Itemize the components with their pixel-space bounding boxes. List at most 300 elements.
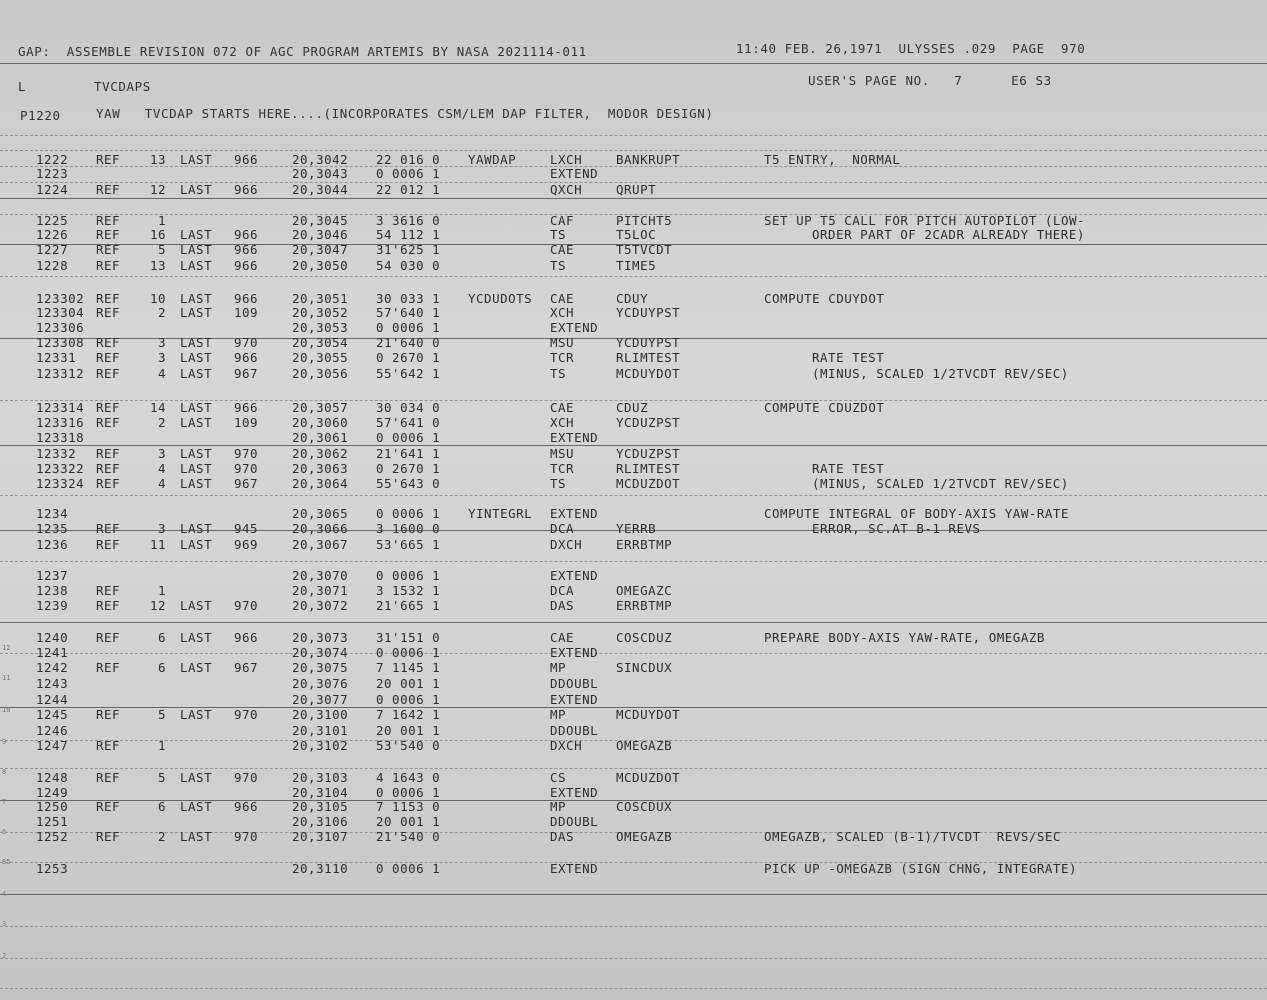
- address: 20,3044: [292, 182, 349, 197]
- address: 20,3061: [292, 430, 349, 445]
- header-l-marker: L: [18, 79, 27, 94]
- object-code: 22 016 0: [376, 152, 441, 167]
- ref-count: 1: [157, 213, 166, 228]
- last-label: LAST: [180, 350, 213, 365]
- address: 20,3107: [292, 829, 349, 844]
- object-code: 30 034 0: [376, 400, 441, 415]
- margin-mark: 3: [2, 920, 7, 928]
- last-label: LAST: [180, 305, 213, 320]
- ref-count: 3: [157, 446, 166, 461]
- opcode: DAS: [550, 598, 575, 613]
- last-label: LAST: [180, 521, 213, 536]
- object-code: 21'665 1: [376, 598, 441, 613]
- address: 20,3067: [292, 537, 349, 552]
- line-number: 1250: [36, 799, 69, 814]
- listing-row: [0, 707, 1267, 722]
- ref-count: 6: [157, 630, 166, 645]
- opcode: DCA: [550, 521, 575, 536]
- form-rule: [0, 926, 1267, 927]
- line-number: 1244: [36, 692, 69, 707]
- address: 20,3103: [292, 770, 349, 785]
- ref-count: 13: [149, 152, 166, 167]
- ref-count: 3: [157, 350, 166, 365]
- address: 20,3047: [292, 242, 349, 257]
- operand: PITCHT5: [616, 213, 673, 228]
- last-label: LAST: [180, 366, 213, 381]
- line-number: 1227: [36, 242, 69, 257]
- address: 20,3074: [292, 645, 349, 660]
- line-number: 1253: [36, 861, 69, 876]
- comment: RATE TEST: [812, 350, 885, 365]
- object-code: 31'625 1: [376, 242, 441, 257]
- ref-label: REF: [96, 350, 121, 365]
- line-number: 1235: [36, 521, 69, 536]
- ref-count: 6: [157, 660, 166, 675]
- comment: OMEGAZB, SCALED (B-1)/TVCDT REVS/SEC: [764, 829, 1061, 844]
- address: 20,3101: [292, 723, 349, 738]
- comment: COMPUTE CDUZDOT: [764, 400, 885, 415]
- address: 20,3050: [292, 258, 349, 273]
- opcode: TS: [550, 258, 567, 273]
- ref-count: 13: [149, 258, 166, 273]
- opcode: EXTEND: [550, 320, 599, 335]
- operand: CDUZ: [616, 400, 649, 415]
- ref-label: REF: [96, 415, 121, 430]
- last-page: 969: [234, 537, 259, 552]
- last-label: LAST: [180, 415, 213, 430]
- yaw-header-text: YAW TVCDAP STARTS HERE....(INCORPORATES CSM/LEM DAP FILTER, MODOR DESIGN): [96, 106, 714, 121]
- line-number: 1241: [36, 645, 69, 660]
- listing-row: [0, 291, 1267, 306]
- object-code: 7 1642 1: [376, 707, 441, 722]
- last-label: LAST: [180, 461, 213, 476]
- margin-mark: 11: [2, 674, 11, 682]
- operand: RLIMTEST: [616, 350, 681, 365]
- operand: YCDUZPST: [616, 415, 681, 430]
- operand: TIME5: [616, 258, 657, 273]
- ref-label: REF: [96, 213, 121, 228]
- ref-label: REF: [96, 583, 121, 598]
- comment: RATE TEST: [812, 461, 885, 476]
- ref-label: REF: [96, 537, 121, 552]
- ref-label: REF: [96, 461, 121, 476]
- object-code: 57'641 0: [376, 415, 441, 430]
- address: 20,3075: [292, 660, 349, 675]
- form-rule: [0, 150, 1267, 151]
- operand: YCDUYPST: [616, 305, 681, 320]
- ref-label: REF: [96, 630, 121, 645]
- ref-label: REF: [96, 738, 121, 753]
- object-code: 0 0006 1: [376, 320, 441, 335]
- line-number: 1248: [36, 770, 69, 785]
- address: 20,3054: [292, 335, 349, 350]
- comment: PICK UP -OMEGAZB (SIGN CHNG, INTEGRATE): [764, 861, 1077, 876]
- last-label: LAST: [180, 152, 213, 167]
- margin-mark: 9: [2, 738, 7, 746]
- listing-row: [0, 446, 1267, 461]
- form-rule: [0, 958, 1267, 959]
- ref-count: 4: [157, 476, 166, 491]
- listing-row: [0, 461, 1267, 476]
- ref-label: REF: [96, 770, 121, 785]
- last-page: 966: [234, 799, 259, 814]
- object-code: 21'641 1: [376, 446, 441, 461]
- operand: OMEGAZB: [616, 738, 673, 753]
- opcode: XCH: [550, 305, 575, 320]
- ref-count: 11: [149, 537, 166, 552]
- opcode: TCR: [550, 350, 575, 365]
- opcode: EXTEND: [550, 166, 599, 181]
- listing-row: [0, 692, 1267, 707]
- listing-row: [0, 814, 1267, 829]
- form-rule: [0, 768, 1267, 769]
- object-code: 22 012 1: [376, 182, 441, 197]
- operand: COSCDUZ: [616, 630, 673, 645]
- ref-count: 12: [149, 598, 166, 613]
- line-number: 1242: [36, 660, 69, 675]
- last-label: LAST: [180, 182, 213, 197]
- ref-label: REF: [96, 335, 121, 350]
- line-number: 1240: [36, 630, 69, 645]
- address: 20,3105: [292, 799, 349, 814]
- address: 20,3053: [292, 320, 349, 335]
- line-number: 123324: [36, 476, 85, 491]
- last-page: 970: [234, 707, 259, 722]
- address: 20,3073: [292, 630, 349, 645]
- listing-row: [0, 568, 1267, 583]
- object-code: 30 033 1: [376, 291, 441, 306]
- listing-row: [0, 676, 1267, 691]
- opcode: DDOUBL: [550, 723, 599, 738]
- opcode: EXTEND: [550, 785, 599, 800]
- operand: ERRBTMP: [616, 537, 673, 552]
- last-page: 967: [234, 366, 259, 381]
- listing-row: [0, 213, 1267, 228]
- operand: MCDUZDOT: [616, 770, 681, 785]
- opcode: CAF: [550, 213, 575, 228]
- listing-row: [0, 258, 1267, 273]
- line-number: 123322: [36, 461, 85, 476]
- line-number: 1237: [36, 568, 69, 583]
- ref-count: 5: [157, 707, 166, 722]
- listing-row: [0, 166, 1267, 181]
- listing-row: [0, 829, 1267, 844]
- object-code: 0 2670 1: [376, 461, 441, 476]
- listing-row: [0, 350, 1267, 365]
- last-label: LAST: [180, 400, 213, 415]
- opcode: MP: [550, 660, 567, 675]
- address: 20,3106: [292, 814, 349, 829]
- margin-mark: 4: [2, 890, 7, 898]
- last-page: 970: [234, 598, 259, 613]
- last-label: LAST: [180, 829, 213, 844]
- line-number: 1223: [36, 166, 69, 181]
- listing-row: [0, 770, 1267, 785]
- ref-label: REF: [96, 446, 121, 461]
- ref-label: REF: [96, 598, 121, 613]
- last-label: LAST: [180, 291, 213, 306]
- object-code: 0 0006 1: [376, 861, 441, 876]
- last-page: 970: [234, 446, 259, 461]
- object-code: 55'642 1: [376, 366, 441, 381]
- ref-label: REF: [96, 707, 121, 722]
- operand: YCDUYPST: [616, 335, 681, 350]
- comment: PREPARE BODY-AXIS YAW-RATE, OMEGAZB: [764, 630, 1045, 645]
- opcode: EXTEND: [550, 645, 599, 660]
- listing-row: [0, 583, 1267, 598]
- last-page: 966: [234, 630, 259, 645]
- opcode: DDOUBL: [550, 676, 599, 691]
- opcode: QXCH: [550, 182, 583, 197]
- opcode: DXCH: [550, 537, 583, 552]
- comment: COMPUTE CDUYDOT: [764, 291, 885, 306]
- ref-label: REF: [96, 829, 121, 844]
- opcode: TS: [550, 227, 567, 242]
- line-number: 1247: [36, 738, 69, 753]
- operand: YERRB: [616, 521, 657, 536]
- object-code: 4 1643 0: [376, 770, 441, 785]
- opcode: CS: [550, 770, 567, 785]
- address: 20,3066: [292, 521, 349, 536]
- margin-mark: 85: [2, 858, 11, 866]
- listing-row: [0, 537, 1267, 552]
- line-number: 1249: [36, 785, 69, 800]
- ref-count: 16: [149, 227, 166, 242]
- operand: MCDUYDOT: [616, 366, 681, 381]
- operand: OMEGAZC: [616, 583, 673, 598]
- line-number: 123314: [36, 400, 85, 415]
- operand: T5TVCDT: [616, 242, 673, 257]
- margin-mark: 7: [2, 798, 7, 806]
- address: 20,3110: [292, 861, 349, 876]
- opcode: TS: [550, 366, 567, 381]
- line-number: 1222: [36, 152, 69, 167]
- last-page: 966: [234, 242, 259, 257]
- object-code: 0 0006 1: [376, 506, 441, 521]
- operand: OMEGAZB: [616, 829, 673, 844]
- line-number: 1243: [36, 676, 69, 691]
- form-rule: [0, 495, 1267, 496]
- listing-row: [0, 152, 1267, 167]
- opcode: MSU: [550, 335, 575, 350]
- last-page: 966: [234, 182, 259, 197]
- ref-count: 3: [157, 521, 166, 536]
- opcode: EXTEND: [550, 861, 599, 876]
- last-label: LAST: [180, 660, 213, 675]
- ref-label: REF: [96, 799, 121, 814]
- object-code: 3 3616 0: [376, 213, 441, 228]
- listing-row: [0, 242, 1267, 257]
- address: 20,3070: [292, 568, 349, 583]
- operand: BANKRUPT: [616, 152, 681, 167]
- page-id: P1220: [20, 108, 61, 123]
- last-page: 970: [234, 461, 259, 476]
- object-code: 0 0006 1: [376, 785, 441, 800]
- address: 20,3057: [292, 400, 349, 415]
- line-number: 1236: [36, 537, 69, 552]
- listing-row: [0, 182, 1267, 197]
- operand: COSCDUX: [616, 799, 673, 814]
- listing-row: [0, 506, 1267, 521]
- ref-label: REF: [96, 366, 121, 381]
- line-number: 1226: [36, 227, 69, 242]
- last-page: 966: [234, 227, 259, 242]
- opcode: TS: [550, 476, 567, 491]
- ref-count: 1: [157, 738, 166, 753]
- opcode: EXTEND: [550, 568, 599, 583]
- object-code: 3 1600 0: [376, 521, 441, 536]
- address: 20,3060: [292, 415, 349, 430]
- last-label: LAST: [180, 799, 213, 814]
- operand: QRUPT: [616, 182, 657, 197]
- listing-row: [0, 400, 1267, 415]
- listing-row: [0, 785, 1267, 800]
- object-code: 55'643 0: [376, 476, 441, 491]
- form-rule: [0, 622, 1267, 623]
- ref-count: 6: [157, 799, 166, 814]
- object-code: 0 0006 1: [376, 692, 441, 707]
- line-number: 1225: [36, 213, 69, 228]
- listing-row: [0, 415, 1267, 430]
- form-rule: [0, 198, 1267, 199]
- opcode: EXTEND: [550, 506, 599, 521]
- ref-count: 10: [149, 291, 166, 306]
- users-page-number: USER'S PAGE NO. 7 E6 S3: [808, 73, 1052, 88]
- object-code: 0 0006 1: [376, 430, 441, 445]
- comment: SET UP T5 CALL FOR PITCH AUTOPILOT (LOW-: [764, 213, 1086, 228]
- opcode: MP: [550, 799, 567, 814]
- listing-row: [0, 598, 1267, 613]
- header-rule: [0, 63, 1267, 64]
- line-number: 12332: [36, 446, 77, 461]
- object-code: 53'540 0: [376, 738, 441, 753]
- ref-count: 3: [157, 335, 166, 350]
- address: 20,3043: [292, 166, 349, 181]
- address: 20,3042: [292, 152, 349, 167]
- form-rule: [0, 894, 1267, 895]
- object-code: 21'640 0: [376, 335, 441, 350]
- address: 20,3052: [292, 305, 349, 320]
- opcode: EXTEND: [550, 430, 599, 445]
- address: 20,3051: [292, 291, 349, 306]
- object-code: 57'640 1: [376, 305, 441, 320]
- listing-row: [0, 335, 1267, 350]
- line-number: 123304: [36, 305, 85, 320]
- last-label: LAST: [180, 476, 213, 491]
- object-code: 0 0006 1: [376, 645, 441, 660]
- address: 20,3045: [292, 213, 349, 228]
- listing-row: [0, 738, 1267, 753]
- object-code: 31'151 0: [376, 630, 441, 645]
- form-rule: [0, 135, 1267, 136]
- ref-label: REF: [96, 476, 121, 491]
- address: 20,3062: [292, 446, 349, 461]
- last-label: LAST: [180, 707, 213, 722]
- address: 20,3064: [292, 476, 349, 491]
- margin-mark: 6: [2, 828, 7, 836]
- ref-count: 2: [157, 829, 166, 844]
- margin-mark: 12: [2, 644, 11, 652]
- listing-row: [0, 227, 1267, 242]
- operand: T5LOC: [616, 227, 657, 242]
- line-number: 1245: [36, 707, 69, 722]
- last-page: 970: [234, 335, 259, 350]
- address: 20,3076: [292, 676, 349, 691]
- object-code: 7 1153 0: [376, 799, 441, 814]
- listing-row: [0, 430, 1267, 445]
- symbol-label: YINTEGRL: [468, 506, 533, 521]
- object-code: 20 001 1: [376, 814, 441, 829]
- line-number: 1252: [36, 829, 69, 844]
- ref-count: 4: [157, 461, 166, 476]
- operand: YCDUZPST: [616, 446, 681, 461]
- opcode: DDOUBL: [550, 814, 599, 829]
- form-rule: [0, 561, 1267, 562]
- margin-mark: 8: [2, 768, 7, 776]
- last-page: 966: [234, 350, 259, 365]
- last-page: 945: [234, 521, 259, 536]
- object-code: 20 001 1: [376, 676, 441, 691]
- object-code: 0 0006 1: [376, 166, 441, 181]
- symbol-label: YAWDAP: [468, 152, 517, 167]
- last-label: LAST: [180, 630, 213, 645]
- ref-count: 4: [157, 366, 166, 381]
- last-label: LAST: [180, 537, 213, 552]
- last-page: 970: [234, 829, 259, 844]
- line-number: 1239: [36, 598, 69, 613]
- object-code: 20 001 1: [376, 723, 441, 738]
- last-page: 966: [234, 291, 259, 306]
- opcode: DXCH: [550, 738, 583, 753]
- opcode: EXTEND: [550, 692, 599, 707]
- line-number: 12331: [36, 350, 77, 365]
- last-label: LAST: [180, 446, 213, 461]
- ref-count: 5: [157, 770, 166, 785]
- listing-row: [0, 723, 1267, 738]
- comment: ERROR, SC.AT B-1 REVS: [812, 521, 981, 536]
- line-number: 1238: [36, 583, 69, 598]
- margin-mark: 2: [2, 952, 7, 960]
- last-page: 970: [234, 770, 259, 785]
- ref-label: REF: [96, 152, 121, 167]
- listing-row: [0, 366, 1267, 381]
- last-page: 966: [234, 152, 259, 167]
- opcode: LXCH: [550, 152, 583, 167]
- ref-count: 14: [149, 400, 166, 415]
- last-page: 967: [234, 660, 259, 675]
- operand: CDUY: [616, 291, 649, 306]
- comment: ORDER PART OF 2CADR ALREADY THERE): [812, 227, 1085, 242]
- last-label: LAST: [180, 770, 213, 785]
- listing-row: [0, 660, 1267, 675]
- address: 20,3102: [292, 738, 349, 753]
- address: 20,3065: [292, 506, 349, 521]
- address: 20,3072: [292, 598, 349, 613]
- object-code: 54 112 1: [376, 227, 441, 242]
- log-section-title: TVCDAPS: [94, 79, 151, 94]
- opcode: DCA: [550, 583, 575, 598]
- form-rule: [0, 988, 1267, 989]
- symbol-label: YCDUDOTS: [468, 291, 533, 306]
- line-number: 1251: [36, 814, 69, 829]
- ref-label: REF: [96, 258, 121, 273]
- address: 20,3055: [292, 350, 349, 365]
- address: 20,3063: [292, 461, 349, 476]
- operand: SINCDUX: [616, 660, 673, 675]
- ref-count: 5: [157, 242, 166, 257]
- listing-row: [0, 305, 1267, 320]
- last-page: 966: [234, 400, 259, 415]
